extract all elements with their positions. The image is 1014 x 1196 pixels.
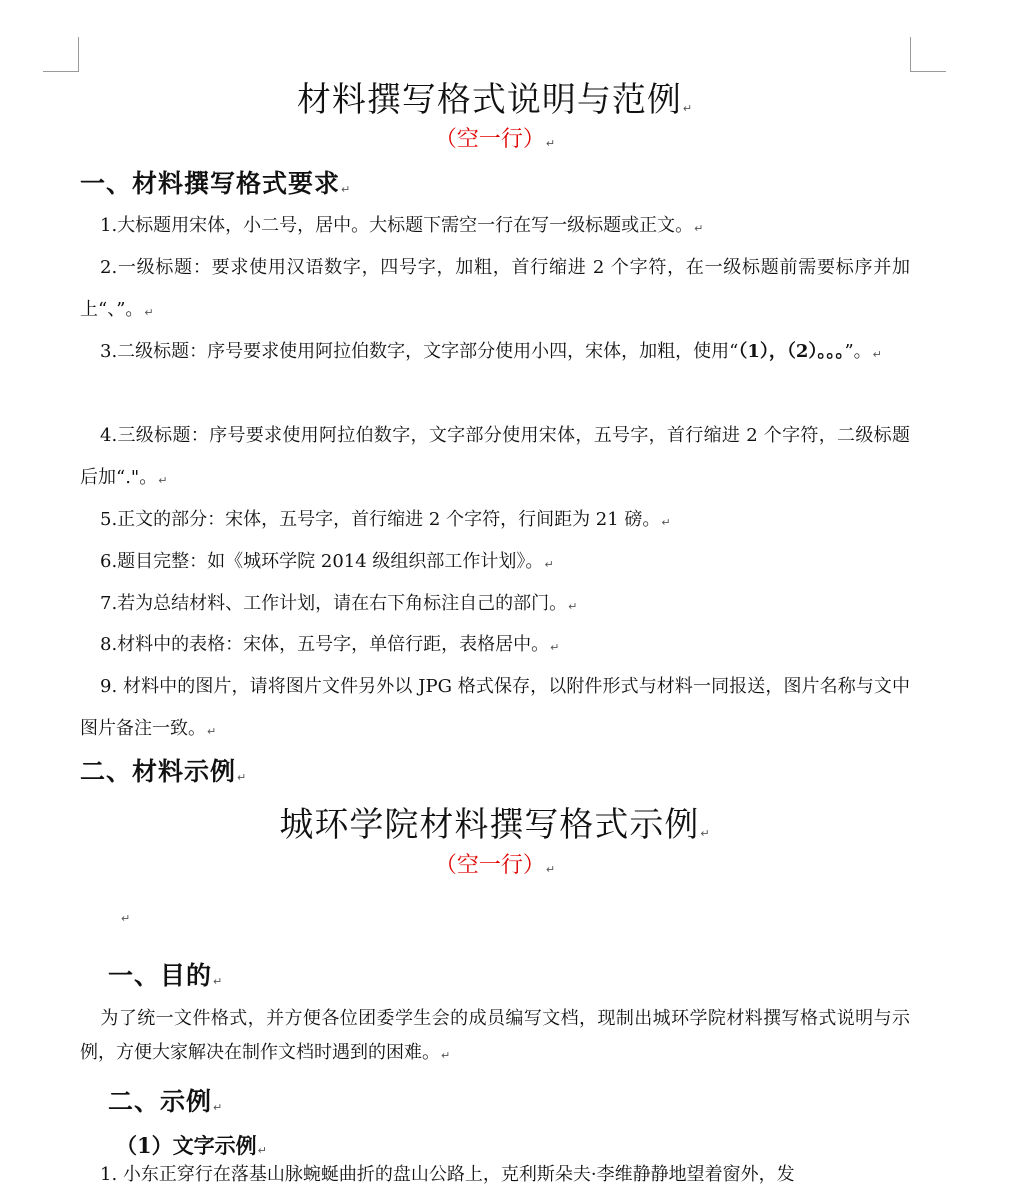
example-blank-line-note: （空一行）↵: [434, 853, 556, 878]
crop-mark-top-left: [43, 37, 79, 72]
section1-heading: 一、材料撰写格式要求↵: [80, 169, 352, 198]
empty-paragraph: ↵: [121, 912, 131, 925]
section2-heading: 二、材料示例↵: [80, 757, 248, 786]
paragraph-mark: ↵: [682, 102, 694, 115]
crop-mark-top-right: [910, 37, 946, 72]
item-3: 3.二级标题：序号要求使用阿拉伯数字，文字部分使用小四，宋体，加粗，使用“（1），（2）。。。”。↵: [100, 341, 882, 362]
doc-title: 材料撰写格式说明与范例↵: [296, 80, 694, 120]
item-1: 1.大标题用宋体，小二号，居中。大标题下需空一行在写一级标题或正文。↵: [100, 215, 704, 236]
example-sub1-body: 为了统一文件格式，并方便各位团委学生会的成员编写文档，现制出城环学院材料撰写格式说明与示例，方便大家解决在制作文档时遇到的困难。↵: [80, 1008, 910, 1063]
example-sub1-heading: 一、目的↵: [108, 961, 224, 990]
item-8: 8.材料中的表格：宋体，五号字，单倍行距，表格居中。↵: [100, 634, 560, 655]
example-sub2-heading: 二、示例↵: [108, 1087, 224, 1116]
item-9: 9. 材料中的图片，请将图片文件另外以 JPG 格式保存，以附件形式与材料一同报送，图片名称与文中图片备注一致。↵: [80, 676, 910, 739]
item-6: 6.题目完整：如《城环学院 2014 级组织部工作计划》。↵: [100, 551, 554, 572]
example-title: 城环学院材料撰写格式示例↵: [279, 805, 711, 845]
item-4: 4.三级标题：序号要求使用阿拉伯数字，文字部分使用宋体，五号字，首行缩进 2 个字符，二级标题后加“."。↵: [80, 425, 910, 488]
item-2: 2.一级标题：要求使用汉语数字，四号字，加粗，首行缩进 2 个字符，在一级标题前需要标序并加上“、”。↵: [80, 257, 910, 320]
blank-line-note: （空一行）↵: [434, 127, 556, 152]
example-body-cut: 1. 小东正穿行在落基山脉蜿蜒曲折的盘山公路上，克利斯朵夫·李维静静地望着窗外，发: [100, 1164, 795, 1185]
example-sub2-item1: （1）文字示例↵: [116, 1133, 267, 1158]
item-5: 5.正文的部分：宋体，五号字，首行缩进 2 个字符，行间距为 21 磅。↵: [100, 509, 671, 530]
item-7: 7.若为总结材料、工作计划，请在右下角标注自己的部门。↵: [100, 593, 578, 614]
